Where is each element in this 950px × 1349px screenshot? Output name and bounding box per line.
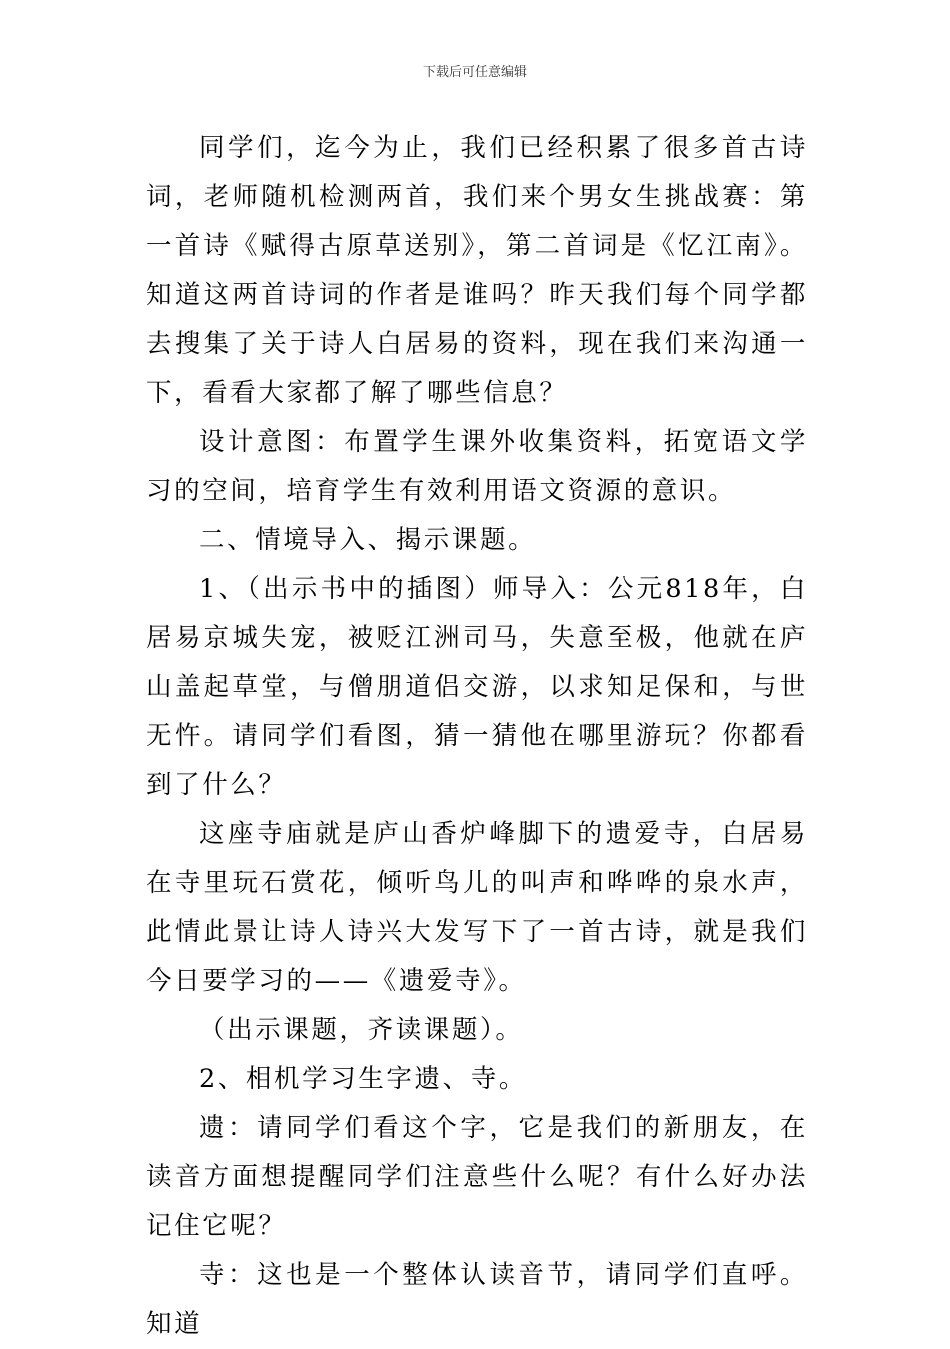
paragraph-step-2: 2、相机学习生字遗、寺。	[199, 1064, 527, 1094]
paragraph-char-si: 寺：这也是一个整体认读音节，请同学们直呼。知道	[146, 1260, 808, 1339]
page-header: 下载后可任意编辑	[422, 65, 527, 80]
section-heading: 二、情境导入、揭示课题。	[199, 525, 537, 555]
paragraph-show-title: （出示课题，齐读课题）。	[199, 1015, 524, 1045]
paragraph-temple: 这座寺庙就是庐山香炉峰脚下的遗爱寺，白居易在寺里玩石赏花，倾听鸟儿的叫声和哗哗的泉水声，此情此景让诗人诗兴大发写下了一首古诗，就是我们今日要学习的——《遗爱寺》。	[146, 819, 808, 996]
paragraph-step-1: 1、（出示书中的插图）师导入：公元818年，白居易京城失宠，被贬江洲司马，失意至极，他就在庐山盖起草堂，与僧朋道侣交游，以求知足保和，与世无忤。请同学们看图，猜一猜他在哪里游玩？你都看到了什么？	[146, 574, 808, 800]
paragraph-intro: 同学们，迄今为止，我们已经积累了很多首古诗词，老师随机检测两首，我们来个男女生挑战赛：第一首诗《赋得古原草送别》，第二首词是《忆江南》。知道这两首诗词的作者是谁吗？昨天我们每个同学都去搜集了关于诗人白居易的资料，现在我们来沟通一下，看看大家都了解了哪些信息？	[146, 133, 808, 408]
document-body	[146, 124, 808, 1349]
paragraph-char-yi: 遗：请同学们看这个字，它是我们的新朋友，在读音方面想提醒同学们注意些什么呢？有什么好办法记住它呢？	[146, 1113, 808, 1241]
paragraph-design-intent: 设计意图：布置学生课外收集资料，拓宽语文学习的空间，培育学生有效利用语文资源的意识。	[146, 427, 808, 506]
